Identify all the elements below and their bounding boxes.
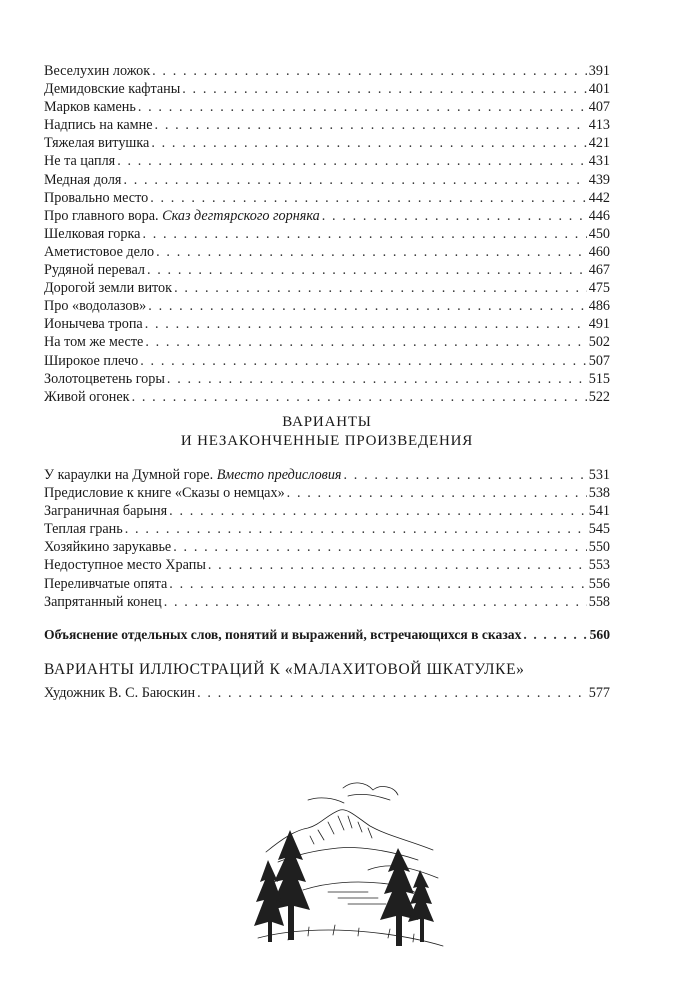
leader-dots xyxy=(155,116,587,134)
toc-entry-page: 439 xyxy=(588,171,610,188)
toc-entry[interactable] xyxy=(44,388,610,406)
toc-entry-title: Хозяйкино зарукавье xyxy=(44,539,172,556)
toc-entry-title: Марков камень xyxy=(44,99,136,116)
leader-dots xyxy=(344,466,587,484)
toc-entry[interactable] xyxy=(44,225,610,243)
leader-dots xyxy=(148,297,586,315)
toc-entry-title: Про главного вора. Сказ дегтярского горняка xyxy=(44,207,320,224)
toc-entry-page: 431 xyxy=(588,153,610,170)
toc-entry-page: 442 xyxy=(588,189,610,206)
toc-entry-page: 507 xyxy=(588,352,610,369)
toc-entry[interactable] xyxy=(44,152,610,170)
toc-entry[interactable] xyxy=(44,593,610,611)
toc-entry-page: 446 xyxy=(588,207,610,224)
leader-dots xyxy=(287,484,587,502)
toc-entry-page: 560 xyxy=(589,627,610,642)
toc-entry-title: Художник В. С. Баюскин xyxy=(44,685,196,701)
toc-entry-page: 531 xyxy=(588,467,610,483)
leader-dots xyxy=(145,333,586,351)
toc-entry-page: 391 xyxy=(588,63,610,79)
leader-dots xyxy=(169,502,587,520)
variants-section-heading xyxy=(44,413,610,451)
toc-entry[interactable] xyxy=(44,297,610,315)
toc-entry-title: Надпись на камне xyxy=(44,117,153,134)
toc-entry-page: 553 xyxy=(588,557,610,574)
toc-entry-title: Объяснение отдельных слов, понятий и выражений, встречающихся в сказах xyxy=(44,627,522,642)
toc-entry[interactable] xyxy=(44,207,610,225)
toc-entry-title: Широкое плечо xyxy=(44,352,139,369)
toc-entry-title: Живой огонек xyxy=(44,388,130,405)
cloud-stroke xyxy=(348,794,390,800)
toc-entry-title: Провально место xyxy=(44,189,149,206)
toc-entry-illustrations[interactable] xyxy=(44,684,610,702)
lake-ripples xyxy=(328,892,386,904)
toc-entry-page: 522 xyxy=(588,388,610,405)
cloud-stroke xyxy=(308,798,344,803)
toc-main-list xyxy=(44,62,610,406)
toc-entry[interactable] xyxy=(44,189,610,207)
leader-dots xyxy=(164,593,587,611)
toc-entry[interactable] xyxy=(44,134,610,152)
toc-entry-page: 556 xyxy=(588,575,610,592)
illustrations-entry-block xyxy=(44,684,610,702)
mountain-hatching xyxy=(310,816,372,844)
leader-dots xyxy=(140,352,586,370)
toc-entry-title: На том же месте xyxy=(44,334,144,351)
toc-entry-title: Недоступное место Храпы xyxy=(44,557,206,574)
toc-entry-title: У караулки на Думной горе. Вместо предисловия xyxy=(44,467,342,483)
toc-entry[interactable] xyxy=(44,98,610,116)
toc-entry-page: 450 xyxy=(588,225,610,242)
toc-entry-page: 486 xyxy=(588,298,610,315)
toc-entry[interactable] xyxy=(44,116,610,134)
toc-entry[interactable] xyxy=(44,80,610,98)
leader-dots xyxy=(142,225,586,243)
toc-entry[interactable] xyxy=(44,556,610,574)
toc-entry-title: Тяжелая витушка xyxy=(44,135,150,152)
toc-entry-title: Демидовские кафтаны xyxy=(44,81,181,98)
leader-dots xyxy=(156,243,587,261)
leader-dots xyxy=(132,388,587,406)
cloud-stroke xyxy=(343,783,398,795)
toc-entry[interactable] xyxy=(44,575,610,593)
variants-heading-line-2: И НЕЗАКОНЧЕННЫЕ ПРОИЗВЕДЕНИЯ xyxy=(180,433,474,449)
toc-entry-title: Медная доля xyxy=(44,171,122,188)
toc-entry[interactable] xyxy=(44,538,610,556)
leader-dots xyxy=(182,80,586,98)
leader-dots xyxy=(145,315,587,333)
toc-entry-page: 545 xyxy=(588,521,610,538)
leader-dots xyxy=(125,520,587,538)
toc-entry[interactable] xyxy=(44,352,610,370)
toc-entry-title: Запрятанный конец xyxy=(44,593,162,610)
leader-dots xyxy=(173,538,586,556)
leader-dots xyxy=(117,152,587,170)
toc-entry-page: 413 xyxy=(588,117,610,134)
toc-entry-page: 460 xyxy=(588,243,610,260)
toc-entry-title: Про «водолазов» xyxy=(44,298,147,315)
leader-dots xyxy=(523,626,587,644)
leader-dots xyxy=(169,575,586,593)
leader-dots xyxy=(147,261,587,279)
toc-entry[interactable] xyxy=(44,62,610,80)
toc-entry-page: 502 xyxy=(588,334,610,351)
leader-dots xyxy=(167,370,587,388)
fir-tree xyxy=(270,830,310,940)
toc-entry-page: 538 xyxy=(588,485,610,502)
fir-tree xyxy=(380,848,418,946)
toc-entry-page: 550 xyxy=(588,539,610,556)
leader-dots xyxy=(197,684,587,702)
variants-heading-line-1: ВАРИАНТЫ xyxy=(282,414,372,430)
toc-entry-page: 475 xyxy=(588,280,610,297)
toc-entry-title: Теплая грань xyxy=(44,521,123,538)
toc-entry[interactable] xyxy=(44,243,610,261)
illustrations-section-heading: ВАРИАНТЫ ИЛЛЮСТРАЦИЙ К «МАЛАХИТОВОЙ ШКАТУЛКЕ» xyxy=(44,661,525,678)
leader-dots xyxy=(123,171,586,189)
toc-variants-list xyxy=(44,466,610,611)
toc-entry-page: 577 xyxy=(588,685,610,701)
leader-dots xyxy=(208,556,587,574)
toc-entry-title: Переливчатые опята xyxy=(44,575,168,592)
toc-entry[interactable] xyxy=(44,279,610,297)
leader-dots xyxy=(138,98,587,116)
toc-entry-title: Золотоцветень горы xyxy=(44,370,165,387)
grass-strokes xyxy=(288,925,414,942)
toc-entry[interactable] xyxy=(44,466,610,484)
toc-entry-title: Рудяной перевал xyxy=(44,262,145,279)
toc-entry-title: Аметистовое дело xyxy=(44,243,155,260)
leader-dots xyxy=(174,279,587,297)
toc-entry-glossary[interactable] xyxy=(44,626,610,644)
toc-entry-title: Шелковая горка xyxy=(44,225,141,242)
toc-entry-title: Веселухин ложок xyxy=(44,63,151,79)
toc-entry-title: Дорогой земли виток xyxy=(44,280,173,297)
toc-entry-title: Не та цапля xyxy=(44,153,116,170)
toc-entry[interactable] xyxy=(44,315,610,333)
toc-entry-page: 421 xyxy=(588,135,610,152)
toc-entry[interactable] xyxy=(44,484,610,502)
leader-dots xyxy=(150,189,587,207)
toc-entry-page: 558 xyxy=(588,593,610,610)
toc-entry[interactable] xyxy=(44,171,610,189)
toc-entry-title: Ионычева тропа xyxy=(44,316,143,333)
toc-entry[interactable] xyxy=(44,370,610,388)
toc-entry-page: 467 xyxy=(588,262,610,279)
toc-entry-page: 515 xyxy=(588,370,610,387)
glossary-entry-block xyxy=(44,626,610,644)
toc-entry-page: 491 xyxy=(588,316,610,333)
toc-entry-page: 541 xyxy=(588,503,610,520)
toc-entry-title: Предисловие к книге «Сказы о немцах» xyxy=(44,485,285,502)
toc-entry[interactable] xyxy=(44,333,610,351)
toc-entry-page: 407 xyxy=(588,99,610,116)
toc-entry-page: 401 xyxy=(588,81,610,98)
foreground-ground xyxy=(258,930,443,946)
leader-dots xyxy=(152,62,587,80)
toc-entry[interactable] xyxy=(44,502,610,520)
leader-dots xyxy=(151,134,586,152)
toc-entry[interactable] xyxy=(44,261,610,279)
toc-entry[interactable] xyxy=(44,520,610,538)
landscape-illustration xyxy=(248,770,448,955)
toc-entry-title: Заграничная барыня xyxy=(44,503,168,520)
leader-dots xyxy=(322,207,587,225)
